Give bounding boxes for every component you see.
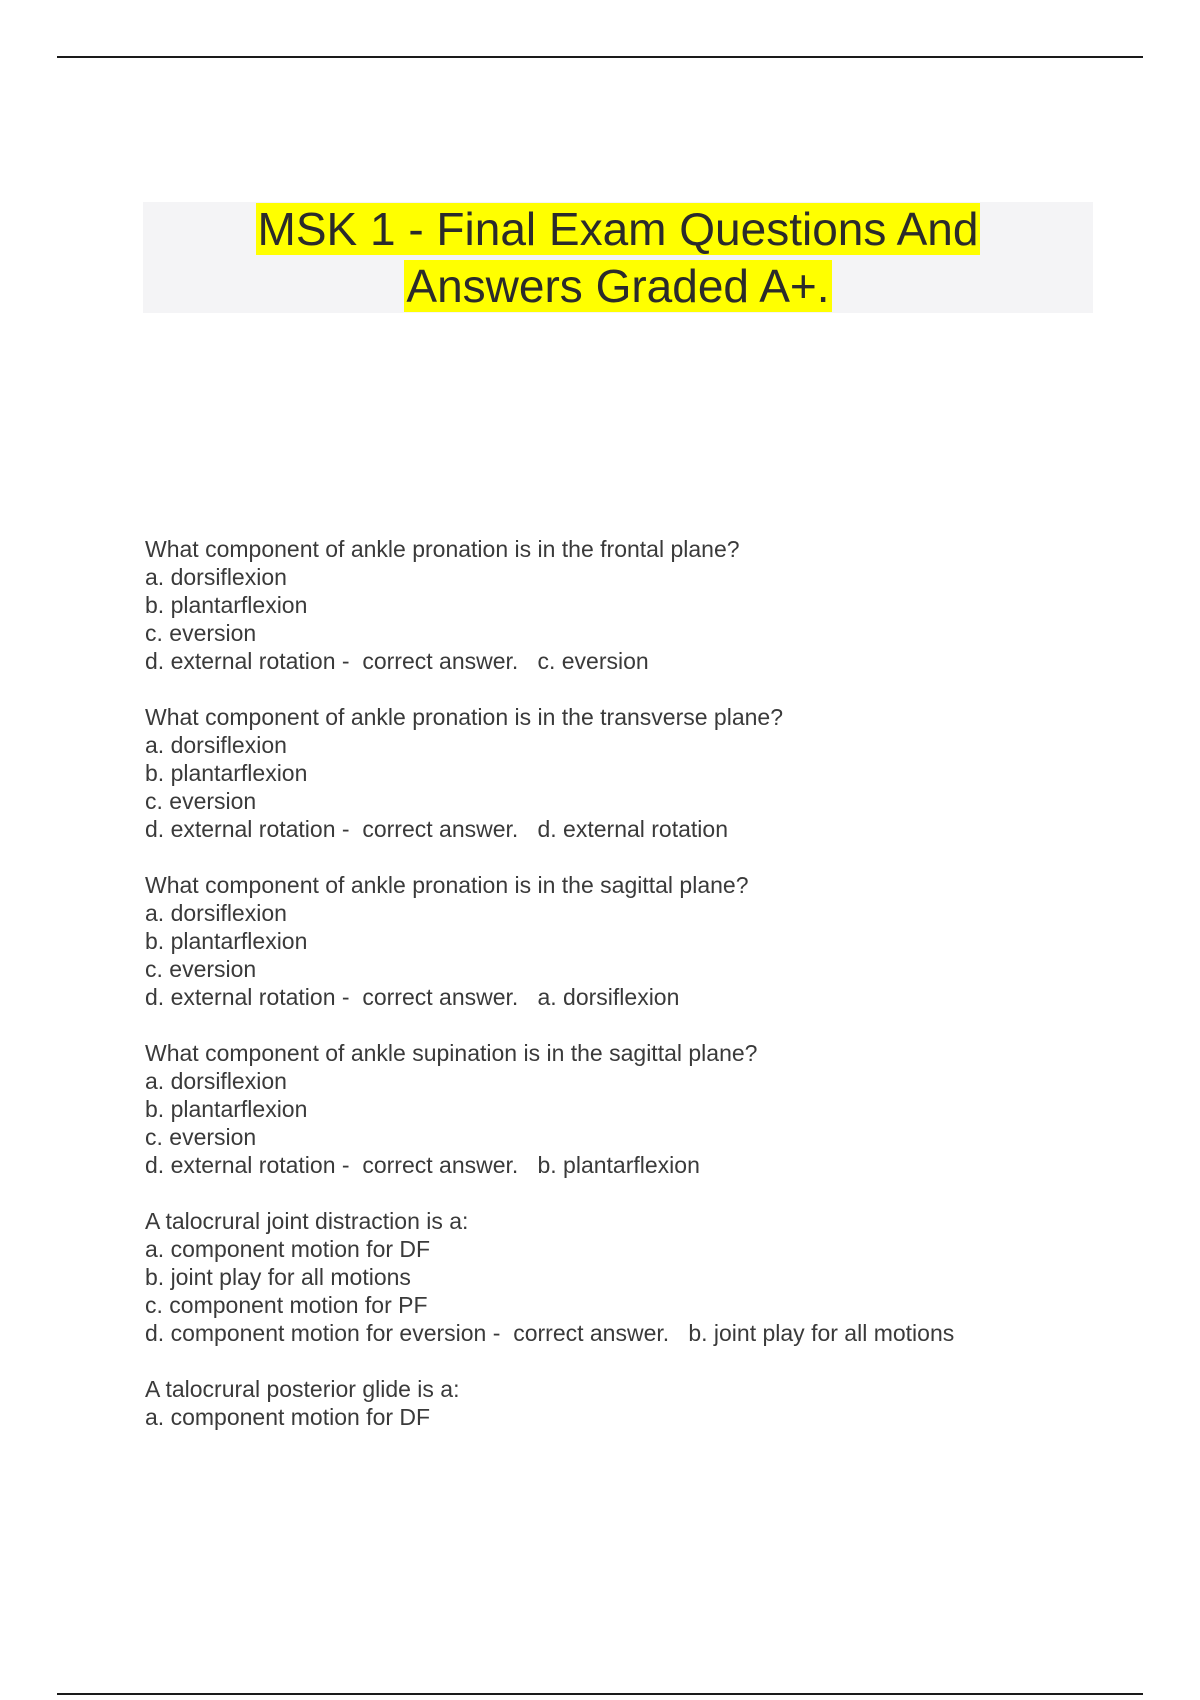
- option-line: [145, 815, 1145, 843]
- correct-answer-label: correct answer.: [362, 648, 519, 674]
- option-text: b. plantarflexion: [145, 928, 308, 954]
- option-text: b. plantarflexion: [145, 1096, 308, 1122]
- option-text: a. dorsiflexion: [145, 1068, 287, 1094]
- question-prompt: What component of ankle pronation is in the transverse plane?: [145, 704, 783, 730]
- title-line-2: Answers Graded A+.: [406, 259, 830, 312]
- document-title: [256, 201, 981, 315]
- answer-gap: [518, 1152, 537, 1178]
- option-text: a. dorsiflexion: [145, 732, 287, 758]
- option-line: [145, 1291, 1145, 1319]
- option-text: a. dorsiflexion: [145, 900, 287, 926]
- title-line-1: MSK 1 - Final Exam Questions And: [257, 202, 979, 255]
- option-line: [145, 1067, 1145, 1095]
- question-prompt: What component of ankle pronation is in the frontal plane?: [145, 536, 740, 562]
- option-text: d. external rotation: [145, 648, 336, 674]
- option-line: [145, 1095, 1145, 1123]
- option-text: a. component motion for DF: [145, 1236, 431, 1262]
- question-block: [145, 703, 1145, 843]
- option-text: b. plantarflexion: [145, 592, 308, 618]
- option-text: a. dorsiflexion: [145, 564, 287, 590]
- option-text: a. component motion for DF: [145, 1404, 431, 1430]
- option-line: [145, 1123, 1145, 1151]
- option-line: [145, 927, 1145, 955]
- option-text: d. external rotation: [145, 816, 336, 842]
- answer-gap: [669, 1320, 688, 1346]
- answer-separator: -: [335, 816, 363, 842]
- correct-answer-label: correct answer.: [513, 1320, 670, 1346]
- title-banner: [143, 202, 1093, 313]
- answer-separator: -: [335, 984, 363, 1010]
- answer-gap: [518, 648, 537, 674]
- option-line: [145, 1263, 1145, 1291]
- option-text: b. joint play for all motions: [145, 1264, 411, 1290]
- option-text: b. plantarflexion: [145, 760, 308, 786]
- answer-separator: -: [335, 648, 363, 674]
- correct-answer: a. dorsiflexion: [537, 984, 680, 1010]
- answer-separator: -: [335, 1152, 363, 1178]
- option-line: [145, 955, 1145, 983]
- top-rule: [57, 56, 1143, 58]
- correct-answer-label: correct answer.: [362, 984, 519, 1010]
- option-text: c. component motion for PF: [145, 1292, 428, 1318]
- question-prompt: A talocrural joint distraction is a:: [145, 1208, 469, 1234]
- option-line: [145, 983, 1145, 1011]
- question-block: [145, 535, 1145, 675]
- option-line: [145, 1319, 1145, 1347]
- option-text: d. external rotation: [145, 984, 336, 1010]
- option-line: [145, 619, 1145, 647]
- question-block: [145, 1039, 1145, 1179]
- question-prompt: What component of ankle pronation is in the sagittal plane?: [145, 872, 749, 898]
- correct-answer: b. joint play for all motions: [688, 1320, 955, 1346]
- correct-answer-label: correct answer.: [362, 816, 519, 842]
- correct-answer: c. eversion: [537, 648, 649, 674]
- option-line: [145, 647, 1145, 675]
- option-text: c. eversion: [145, 956, 257, 982]
- answer-separator: -: [486, 1320, 514, 1346]
- correct-answer: b. plantarflexion: [537, 1152, 700, 1178]
- question-block: [145, 1375, 1145, 1431]
- option-text: c. eversion: [145, 620, 257, 646]
- answer-gap: [518, 984, 537, 1010]
- option-text: d. external rotation: [145, 1152, 336, 1178]
- option-line: [145, 1235, 1145, 1263]
- option-text: c. eversion: [145, 788, 257, 814]
- option-line: [145, 1403, 1145, 1431]
- option-line: [145, 1151, 1145, 1179]
- option-line: [145, 563, 1145, 591]
- option-text: d. component motion for eversion: [145, 1320, 487, 1346]
- bottom-rule: [57, 1693, 1143, 1695]
- option-line: [145, 591, 1145, 619]
- option-line: [145, 899, 1145, 927]
- question-list: [145, 535, 1145, 1459]
- question-prompt: A talocrural posterior glide is a:: [145, 1376, 460, 1402]
- correct-answer-label: correct answer.: [362, 1152, 519, 1178]
- question-block: [145, 1207, 1145, 1347]
- question-block: [145, 871, 1145, 1011]
- question-prompt: What component of ankle supination is in the sagittal plane?: [145, 1040, 758, 1066]
- option-text: c. eversion: [145, 1124, 257, 1150]
- option-line: [145, 759, 1145, 787]
- option-line: [145, 787, 1145, 815]
- option-line: [145, 731, 1145, 759]
- answer-gap: [518, 816, 537, 842]
- correct-answer: d. external rotation: [537, 816, 728, 842]
